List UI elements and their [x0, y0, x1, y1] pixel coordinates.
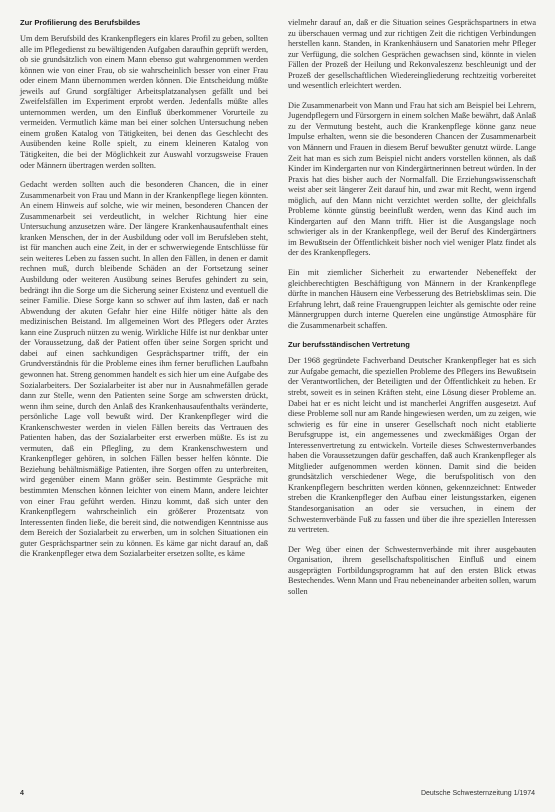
paragraph: Die Zusammenarbeit von Mann und Frau hat sich am Beispiel bei Lehrern, Jugendpflegern und Fürsorgern in einem solchen Maße bewährt, daß Anlaß zu der Vermutung besteht, auch die Krankenpflege könne ganz neue Impulse erhalten, wenn sie die besonderen Chancen der Zusammenarbeit von Männern und Frauen in diesem Beruf bewußter genutzt würde. Lange Zeit hat man es sich zum Beispiel nicht anders vorstellen können, als daß Kinder im Kindergarten nur von Kindergärtnerinnen betreut würden. In der Praxis hat dies bisher auch der Normalfall. Die Erziehungswissenschaft weist aber seit längerer Zeit darauf hin, und zwar mit Recht, wenn irgend möglich, auf den Mann nicht verzichtet werden sollte, der gleichfalls Probleme könnte günstig beeinflußt werden, wenn das Kind auch im Kindergarten auf den Mann trifft. Hier ist die Ausgangslage noch schwieriger als in der Krankenpflege, weil der Beruf des Kindergärtners im Bewußtsein der Öffentlichkeit bisher noch viel weniger Platz findet als der des Krankenpflegers. — [288, 100, 536, 258]
section-heading-profilierung: Zur Profilierung des Berufsbildes — [20, 18, 141, 27]
left-column — [20, 18, 268, 569]
page-number: 4 — [20, 790, 24, 797]
paragraph: Ein mit ziemlicher Sicherheit zu erwartender Nebeneffekt der gleichberechtigten Beschäftigung von Männern in der Krankenpflege dürfte in manchen Häusern eine Verbesserung des Betriebsklimas sein. Die Erfahrung lehrt, daß reine Frauengruppen leichter als gemischte oder reine Männergruppen durch interne Querelen eine ungünstige Atmosphäre für die Zusammenarbeit schaffen. — [288, 268, 536, 330]
paragraph: Der 1968 gegründete Fachverband Deutscher Krankenpfleger hat es sich zur Aufgabe gemacht, die speziellen Probleme des Pflegers ins Bewußtsein der Verantwortlichen, der Beteiligten und der Öffentlichkeit zu heben. Er strebt, soweit es in seinen Kräften steht, eine Lösung dieser Probleme an. Dabei hat er es nicht leicht und ist mancherlei Angriffen ausgesetzt. Auf diese Probleme soll nur am Rande hingewiesen werden, um zu zeigen, wie schwierig es für eine in unserer Gesellschaft noch nicht etablierte Berufsgruppe ist, ein angemessenes und zweckmäßiges Organ der Interessenvertretung zu entwickeln. Vorteile dieses Schwesternverbandes haben die Voraussetzungen dafür geschaffen, daß auch Krankenpfleger als Mitglieder aufgenommen werden können. Damit sind die beiden grundsätzlich verschiedener Wege, die berufspolitisch von den Krankenpflegern beschritten werden können, gekennzeichnet: Entweder streben die Krankenpfleger den Aufbau einer leistungsstarken, eigenen Standesorganisation an oder sie versuchen, in einem der Schwesternverbände Fuß zu fassen und über die ihre speziellen Interessen zu vertreten. — [288, 356, 536, 535]
page-footer — [20, 790, 535, 802]
journal-title: Deutsche Schwesternzeitung 1/1974 — [420, 790, 535, 797]
paragraph: Der Weg über einen der Schwesternverbände mit ihrer ausgebauten Organisation, ihrem gesellschaftspolitischen Einfluß und einem ausgeprägten Fortbildungsprogramm hat auf den ersten Blick etwas Bestechendes. Wenn Mann und Frau nebeneinander arbeiten sollen, warum sollen — [288, 544, 536, 596]
paragraph: Gedacht werden sollten auch die besonderen Chancen, die in einer Zusammenarbeit von Frau und Mann in der Krankenpflege liegen könnten. An einem Hinweis auf solche, wie wir meinen, besonderen Chancen der Zusammenarbeit sei verdeutlicht, in welcher Richtung hier eine Untersuchung anzusetzen wäre. Der längere Krankenhausaufenthalt eines kranken Menschen, der in der Ausbildung oder voll im Berufsleben steht, ist für manchen auch eine Zeit, in der er schwerwiegende Entschlüsse für sein weiteres Leben zu fassen sucht. In allen den Fällen, in denen er damit rechnen muß, durch bleibende Schäden an der Fortsetzung seiner Ausbildung oder weiteren Ausübung seines Berufes gehindert zu sein, bedrängt ihn die Sorge um die Sicherung seiner Existenz und eventuell die seiner Familie. Diese Sorge kann so schwer auf ihm lasten, daß er nach Abwendung der akuten Gefahr hier eine Hilfe nötiger hätte als den medizinischen Beistand. Im allgemeinen Wort des Pflegers oder Arztes kann eine Zuspruch nützen zu wenig. Wirkliche Hilfe ist nur denkbar unter der Voraussetzung, daß der Patient offen über seine Sorgen spricht und dabei auf einen sachkundigen Gesprächspartner trifft, der ein Grundverständnis für die Probleme eines ihm ferner beruflichen Laufbahn gewonnen hat. Streng genommen handelt es sich hier um eine Aufgabe des Sozialarbeiters. Der Sozialarbeiter ist aber nur in Ausnahmefällen gerade dann zur Stelle, wenn den Patienten seine Sorge am schwersten drückt, wenn ihm seine, durch den Anlaß des Krankenhausaufenthalts veränderte, persönliche Lage voll bewußt wird. Der Krankenpfleger wird die Krankenschwester werden in vielen Fällen bereits das Vertrauen des Patienten haben, das der Sozialarbeiter erst erwerben müßte. Es ist zu vermuten, daß ein Pflegling, zu dem Krankenschwestern und Krankenpfleger gehören, in solchen Fällen besser helfen könnte. Die Beziehung behältnismäßige Patienten, ihre Sorgen offen zu unterbreiten, wird gegenüber einem Mann größer sein. Bestimmte Gespräche mit bestimmten Menschen können leichter von einem Mann, andere leichter von einer Frau geführt werden. Hinzu kommt, daß sich unter den Krankenpflegern wahrscheinlich ein größerer Prozentsatz von Interessenten finden ließe, die bereit sind, die notwendigen Kenntnisse aus dem Bereich der Sozialarbeit zu erwerben, um in solchen Situationen ein guter Gesprächspartner sein zu können. Es käme gar nicht darauf an, daß die Krankenpfleger etwa dem Sozialarbeiter ersetzen sollte, es käme — [20, 180, 268, 559]
paragraph: vielmehr darauf an, daß er die Situation seines Gesprächspartners in etwa zu überschauen vermag und zur richtigen Zeit die richtigen Verbindungen herstellen kann. Standen, in Krankenhäusern und Sanatorien mehr Pfleger zur Verfügung, die solchen Gesprächen gewachsen sind, könnte in vielen Fällen der Prozeß der Heilung und Rekonvaleszenz beschleunigt und der Prozeß der gesellschaftlichen Wiedereingliederung rechtzeitig vorbereitet und wesentlich erleichtert werden. — [288, 18, 536, 91]
right-column — [288, 18, 536, 606]
paragraph: Um dem Berufsbild des Krankenpflegers ein klares Profil zu geben, sollten alle im Pflegedienst zu bewältigenden Aufgaben daraufhin geprüft werden, ob sie grundsätzlich von einem Mann ebenso gut wahrgenommen werden können wie von einer Frau, ob sie wahrscheinlich besser von einer Frau oder einem Mann übernommen werden können. Die Entscheidung müßte jeweils auf Grund sorgfältiger Arbeitsplatzanalysen gefällt und bei Zweifelsfällen im Experiment erprobt werden. Jedenfalls müßte alles unternommen werden, um den Einfluß überkommener Vorurteile zu vermeiden. Vermutlich käme man bei einer solchen Untersuchung neben einem großen Katalog von Tätigkeiten, bei denen das Geschlecht des Ausübenden keine Rolle spielt, zu einem kleineren Katalog von Tätigkeiten, die bei der Möglichkeit zur Auswahl vorzugsweise Frauen oder Männern übertragen werden sollten. — [20, 34, 268, 170]
section-heading-vertretung: Zur berufsständischen Vertretung — [288, 340, 410, 350]
